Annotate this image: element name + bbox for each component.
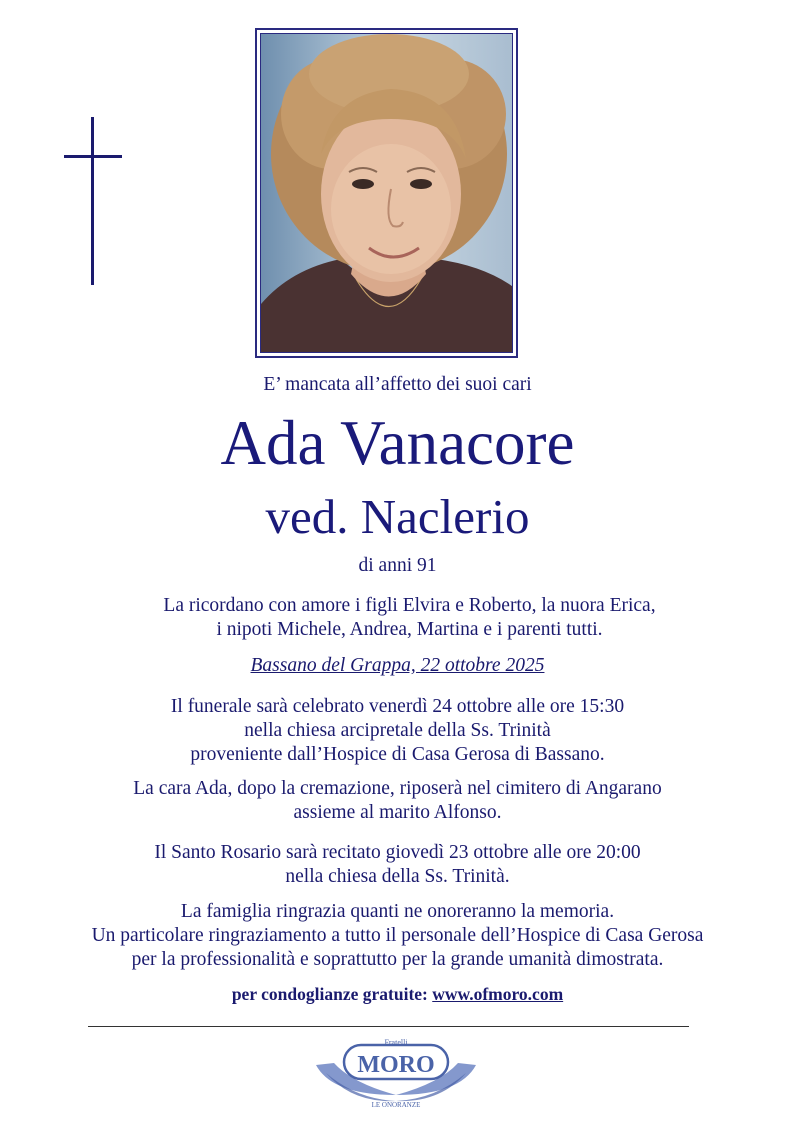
cremation-line: La cara Ada, dopo la cremazione, riposerà nel cimitero di Angarano — [133, 778, 662, 799]
thanks-line: per la professionalità e soprattutto per la grande umanità dimostrata. — [131, 949, 664, 970]
thanks-line: La famiglia ringrazia quanti ne onoreranno la memoria. — [180, 901, 615, 922]
svg-text:Fratelli: Fratelli — [384, 1038, 408, 1047]
age: di anni 91 — [358, 555, 437, 576]
portrait-photo — [255, 28, 518, 358]
logo-main: MORO — [357, 1052, 435, 1078]
moro-logo — [312, 1033, 480, 1113]
rosary-line: Il Santo Rosario sarà recitato giovedì 23 ottobre alle ore 20:00 — [154, 842, 641, 863]
cremation-paragraph — [0, 777, 795, 825]
funeral-line: nella chiesa arcipretale della Ss. Trinità — [244, 720, 551, 741]
remember-line: i nipoti Michele, Andrea, Martina e i parenti tutti. — [216, 619, 603, 640]
funeral-line: Il funerale sarà celebrato venerdì 24 ottobre alle ore 15:30 — [170, 696, 625, 717]
svg-text:LE ONORANZE: LE ONORANZE — [371, 1101, 421, 1109]
widow-of: ved. Naclerio — [265, 489, 530, 544]
condolences-line — [0, 984, 795, 1005]
cremation-line: assieme al marito Alfonso. — [293, 802, 502, 823]
place-date — [0, 654, 795, 678]
deceased-name: Ada Vanacore — [220, 408, 575, 478]
place-date-text: Bassano del Grappa, 22 ottobre 2025 — [250, 655, 545, 676]
rosary-paragraph — [0, 841, 795, 889]
condolences-link[interactable]: www.ofmoro.com — [432, 984, 564, 1004]
funeral-paragraph — [0, 695, 795, 767]
cross-icon — [64, 117, 124, 285]
intro-text: E’ mancata all’affetto dei suoi cari — [263, 374, 532, 395]
condolences-label: per condoglianze gratuite: — [231, 984, 428, 1004]
thanks-line: Un particolare ringraziamento a tutto il personale dell’Hospice di Casa Gerosa — [91, 925, 704, 946]
remember-line: La ricordano con amore i figli Elvira e Roberto, la nuora Erica, — [163, 595, 656, 616]
divider — [88, 1026, 689, 1027]
remember-paragraph — [12, 594, 795, 642]
thanks-paragraph — [0, 900, 795, 972]
funeral-line: proveniente dall’Hospice di Casa Gerosa di Bassano. — [190, 744, 605, 765]
rosary-line: nella chiesa della Ss. Trinità. — [285, 866, 510, 887]
